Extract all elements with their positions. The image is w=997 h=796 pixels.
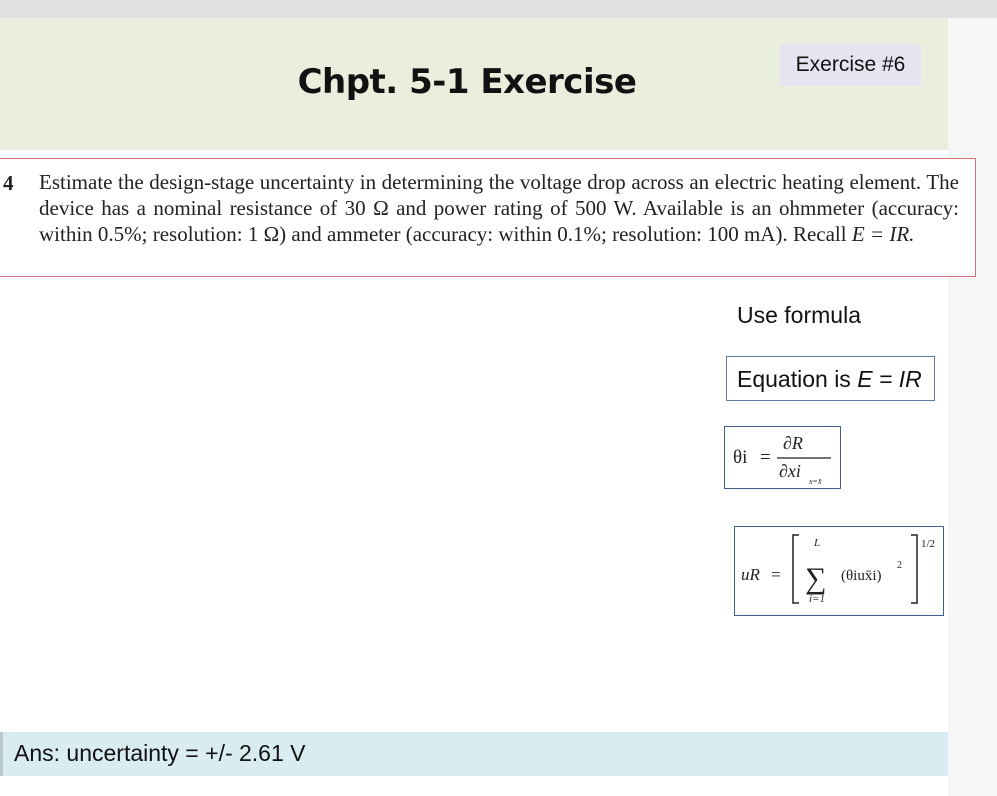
top-strip bbox=[0, 0, 997, 18]
ur-term: (θiux̄i) bbox=[841, 568, 882, 584]
uncertainty-formula bbox=[735, 527, 943, 615]
sum-upper: L bbox=[814, 537, 821, 549]
svg-text:=: = bbox=[760, 447, 771, 468]
uncertainty-formula-box bbox=[734, 526, 944, 616]
slide-title: Chpt. 5-1 Exercise bbox=[297, 62, 637, 102]
theta-lhs: θi bbox=[733, 447, 748, 468]
exercise-badge: Exercise #6 bbox=[780, 44, 921, 86]
theta-numerator: ∂R bbox=[783, 433, 803, 453]
recall-equation: E = IR. bbox=[851, 222, 915, 246]
svg-text:=: = bbox=[771, 565, 781, 584]
problem-number: 4 bbox=[3, 171, 14, 195]
answer-text: Ans: uncertainty = +/- 2.61 V bbox=[14, 740, 306, 766]
equation-prefix: Equation is bbox=[737, 366, 858, 392]
theta-formula-box bbox=[724, 426, 841, 489]
theta-subscript: x=x̄ bbox=[809, 477, 822, 486]
sigma-icon: ∑ bbox=[805, 562, 827, 595]
right-edge bbox=[948, 18, 997, 796]
problem-body: Estimate the design-stage uncertainty in determining the voltage drop across an electric heating element. The device has a nominal resistance of 30 Ω and power rating of 500 W. Available is an ohmmeter (accuracy: within 0.5%; resolution: 1 Ω) and ammeter (accuracy: within 0.1%; resolution: 100 mA). Recall bbox=[39, 170, 959, 246]
answer-band bbox=[0, 732, 948, 776]
problem-box bbox=[0, 158, 976, 277]
use-formula-label: Use formula bbox=[737, 302, 861, 328]
theta-formula bbox=[725, 427, 840, 488]
problem-text bbox=[39, 169, 959, 247]
theta-denominator: ∂xi bbox=[779, 461, 801, 481]
equation-text: E = IR bbox=[857, 366, 922, 392]
term-power: 2 bbox=[897, 560, 902, 571]
equation-box bbox=[726, 356, 935, 401]
outer-power: 1/2 bbox=[921, 538, 936, 550]
answer-edge bbox=[0, 732, 3, 776]
ur-lhs: uR bbox=[741, 565, 760, 584]
sum-lower: i=1 bbox=[809, 593, 825, 605]
